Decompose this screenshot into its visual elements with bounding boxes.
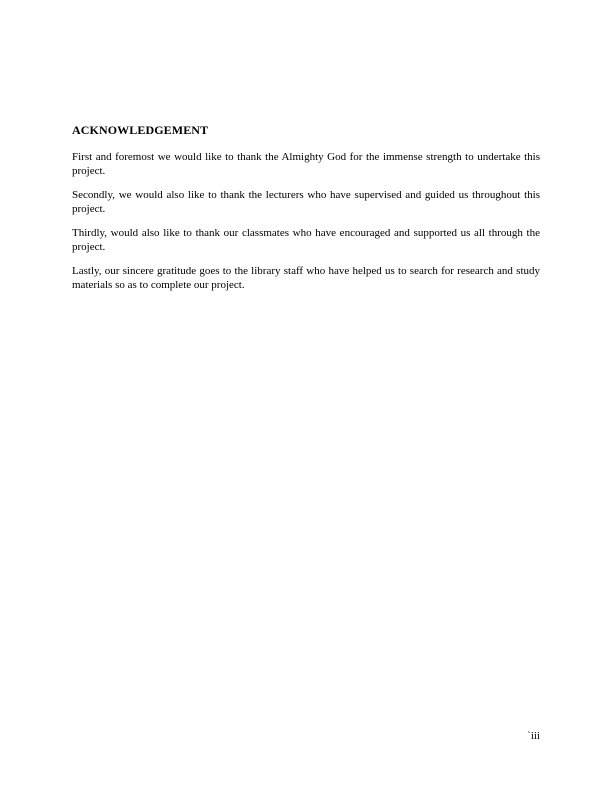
- paragraph-1: First and foremost we would like to thank the Almighty God for the immense strength to undertake this project.: [72, 151, 540, 177]
- paragraph-3: Thirdly, would also like to thank our classmates who have encouraged and supported us all through the project.: [72, 227, 540, 253]
- page-number: `iii: [527, 730, 540, 742]
- paragraph-2: Secondly, we would also like to thank the lecturers who have supervised and guided us throughout this project.: [72, 189, 540, 215]
- page-title: ACKNOWLEDGEMENT: [72, 123, 209, 137]
- paragraph-4: Lastly, our sincere gratitude goes to the library staff who have helped us to search for research and study materials so as to complete our project.: [72, 265, 540, 291]
- acknowledgement-section: [72, 123, 540, 302]
